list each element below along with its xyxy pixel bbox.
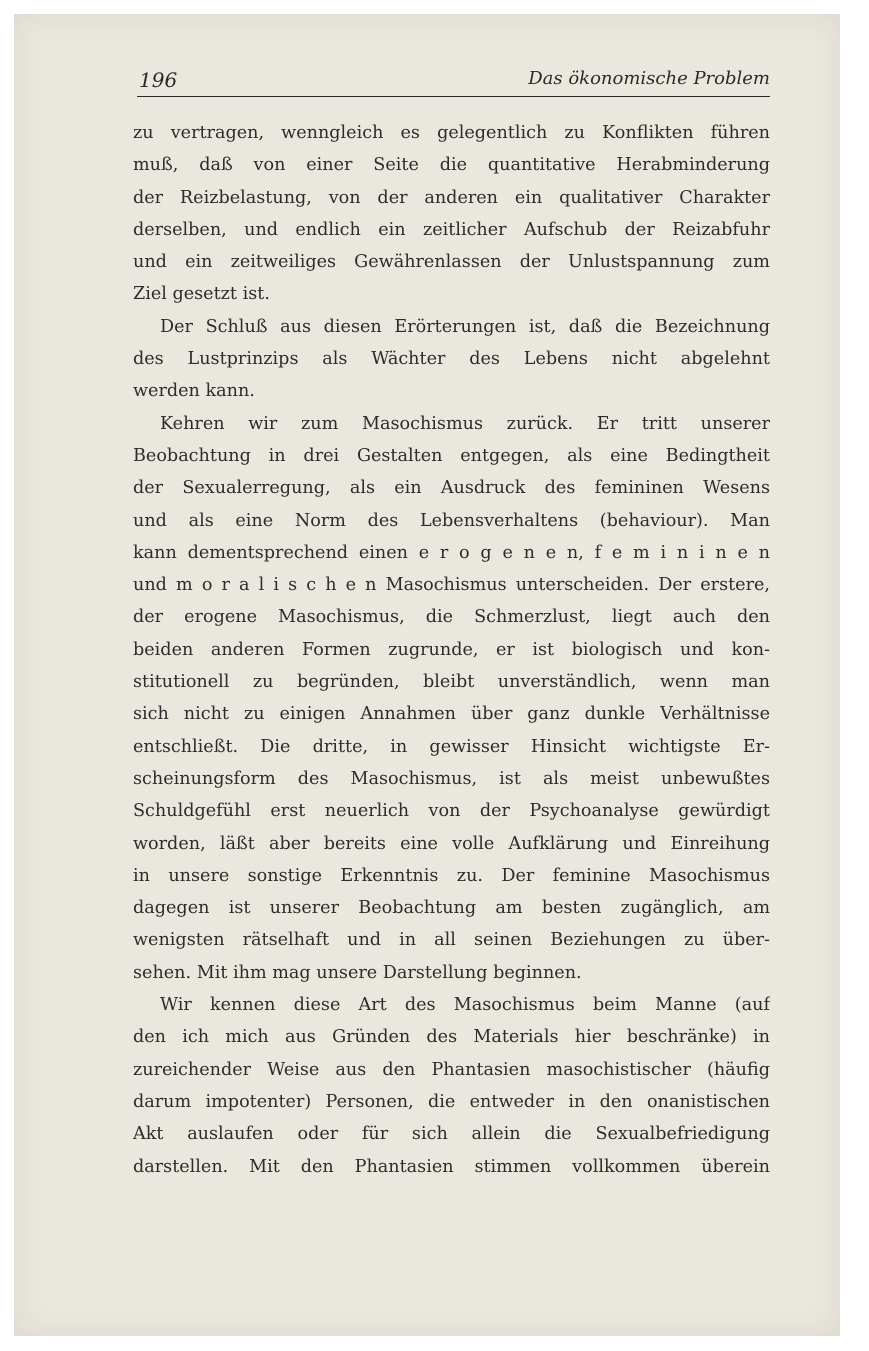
body-text — [133, 117, 770, 1183]
text-line: des Lustprinzips als Wächter des Lebens nicht abgelehnt — [133, 349, 770, 370]
text-line: sich nicht zu einigen Annahmen über ganz dunkle Verhältnisse — [133, 704, 770, 725]
text-line: der erogene Masochismus, die Schmerzlust, liegt auch den — [133, 607, 770, 628]
paragraph-first-line: Kehren wir zum Masochismus zurück. Er tritt unserer — [160, 413, 770, 434]
page-header — [137, 68, 770, 97]
text-line: Schuldgefühl erst neuerlich von der Psychoanalyse gewürdigt — [133, 801, 770, 822]
text-line: zu vertragen, wenngleich es gelegentlich zu Konflikten führen — [133, 123, 770, 143]
text-line: Beobachtung in drei Gestalten entgegen, als eine Bedingtheit — [133, 445, 770, 466]
text-line: stitutionell zu begründen, bleibt unverständlich, wenn man — [133, 672, 770, 693]
text-line: muß, daß von einer Seite die quantitative Herabminderung — [133, 155, 770, 176]
text-line: und ein zeitweiliges Gewährenlassen der Unlustspannung zum — [133, 252, 770, 273]
text-line: darstellen. Mit den Phantasien stimmen vollkommen überein — [133, 1156, 770, 1177]
running-title: Das ökonomische Problem — [528, 68, 770, 89]
text-line: darum impotenter) Personen, die entweder in den onanistischen — [133, 1091, 770, 1112]
text-line: worden, läßt aber bereits eine volle Aufklärung und Einreihung — [133, 833, 770, 854]
text-line: dagegen ist unserer Beobachtung am besten zugänglich, am — [133, 898, 770, 919]
text-line: und m o r a l i s c h e n Masochismus unterscheiden. Der erstere, — [133, 575, 770, 596]
text-line: beiden anderen Formen zugrunde, er ist biologisch und kon- — [133, 639, 770, 660]
text-line: sehen. Mit ihm mag unsere Darstellung beginnen. — [133, 962, 582, 983]
text-line: kann dementsprechend einen e r o g e n e n, f e m i n i n e n — [133, 542, 770, 563]
text-line: entschließt. Die dritte, in gewisser Hinsicht wichtigste Er- — [133, 736, 770, 757]
paragraph-first-line: Der Schluß aus diesen Erörterungen ist, daß die Bezeichnung — [160, 316, 770, 337]
paragraph-first-line: Wir kennen diese Art des Masochismus beim Manne (auf — [160, 995, 770, 1016]
text-line: scheinungsform des Masochismus, ist als meist unbewußtes — [133, 768, 770, 789]
text-line: derselben, und endlich ein zeitlicher Aufschub der Reizabfuhr — [133, 219, 770, 240]
text-line: Ziel gesetzt ist. — [133, 284, 270, 305]
text-line: wenigsten rätselhaft und in all seinen Beziehungen zu über- — [133, 930, 770, 951]
text-line: zureichender Weise aus den Phantasien masochistischer (häufig — [133, 1059, 770, 1080]
page-number: 196 — [139, 68, 178, 92]
text-line: der Reizbelastung, von der anderen ein qualitativer Charakter — [133, 187, 770, 208]
text-line: in unsere sonstige Erkenntnis zu. Der feminine Masochismus — [133, 865, 770, 886]
text-line: und als eine Norm des Lebensverhaltens (behaviour). Man — [133, 510, 770, 531]
text-line: werden kann. — [133, 381, 255, 402]
text-line: der Sexualerregung, als ein Ausdruck des femininen Wesens — [133, 478, 770, 499]
text-line: den ich mich aus Gründen des Materials hier beschränke) in — [133, 1027, 770, 1048]
text-line: Akt auslaufen oder für sich allein die Sexualbefriedigung — [133, 1124, 770, 1145]
